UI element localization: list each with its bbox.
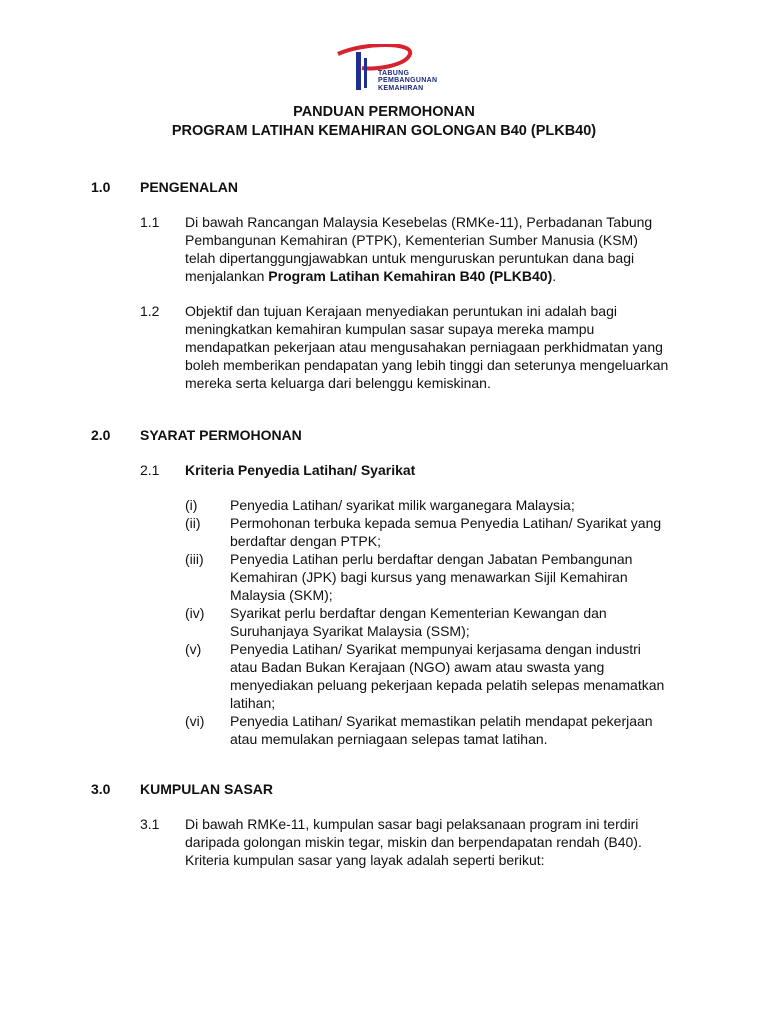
section-2-heading: SYARAT PERMOHONAN — [140, 427, 302, 443]
para-1-2-number: 1.2 — [140, 303, 160, 319]
list-item: (iii) Penyedia Latihan perlu berdaftar dengan Jabatan Pembangunan Kemahiran (JPK) bagi kursus yang menawarkan Sijil Kemahiran Malaysia (SKM); — [185, 551, 633, 603]
section-2-number: 2.0 — [91, 427, 111, 443]
para-3-1: Di bawah RMKe-11, kumpulan sasar bagi pelaksanaan program ini terdiri daripada golongan miskin tegar, miskin dan berpendapatan rendah (B40). Kriteria kumpulan sasar yang layak adalah seperti berikut: — [185, 816, 642, 868]
doc-title-line1: PANDUAN PERMOHONAN — [293, 104, 475, 120]
para-1-1-number: 1.1 — [140, 214, 160, 230]
para-2-1-title: Kriteria Penyedia Latihan/ Syarikat — [185, 462, 416, 478]
criteria-list — [185, 496, 675, 748]
list-item: (iv) Syarikat perlu berdaftar dengan Kementerian Kewangan dan Suruhanjaya Syarikat Malaysia (SSM); — [185, 605, 607, 639]
para-1-2: Objektif dan tujuan Kerajaan menyediakan peruntukan ini adalah bagi meningkatkan kemahiran kumpulan sasar supaya mereka mampu mendapatkan pekerjaan atau mengusahakan perniagaan perkhidmatan yang boleh memberikan pendapatan yang lebih tinggi dan seterunya mengeluarkan mereka serta keluarga dari belenggu kemiskinan. — [185, 303, 669, 391]
logo-text: TABUNG PEMBANGUNAN KEMAHIRAN — [378, 70, 438, 92]
para-3-1-number: 3.1 — [140, 816, 160, 832]
para-1-1: Di bawah Rancangan Malaysia Kesebelas (RMKe-11), Perbadanan Tabung Pembangunan Kemahiran (PTPK), Kementerian Sumber Manusia (KSM) telah dipertanggungjawabkan untuk menguruskan peruntukan dana bagi menjalankan Program Latihan Kemahiran B40 (PLKB40). — [185, 214, 653, 284]
para-2-1-number: 2.1 — [140, 462, 160, 478]
list-item: (v) Penyedia Latihan/ Syarikat mempunyai kerjasama dengan industri atau Badan Bukan Kerajaan (NGO) awam atau swasta yang menyediakan peluang pekerjaan kepada pelatih selepas menamatkan latihan; — [185, 641, 665, 711]
list-item: (ii) Permohonan terbuka kepada semua Penyedia Latihan/ Syarikat yang berdaftar dengan PTPK; — [185, 515, 662, 549]
section-1-heading: PENGENALAN — [140, 179, 239, 195]
doc-title-line2: PROGRAM LATIHAN KEMAHIRAN GOLONGAN B40 (PLKB40) — [171, 123, 597, 139]
section-3-number: 3.0 — [91, 781, 111, 797]
section-1-number: 1.0 — [91, 179, 111, 195]
section-3-heading: KUMPULAN SASAR — [140, 781, 273, 797]
list-item: (i) Penyedia Latihan/ syarikat milik warganegara Malaysia; — [185, 497, 575, 513]
list-item: (vi) Penyedia Latihan/ Syarikat memastikan pelatih mendapat pekerjaan atau memulakan perniagaan selepas tamat latihan. — [185, 713, 653, 747]
